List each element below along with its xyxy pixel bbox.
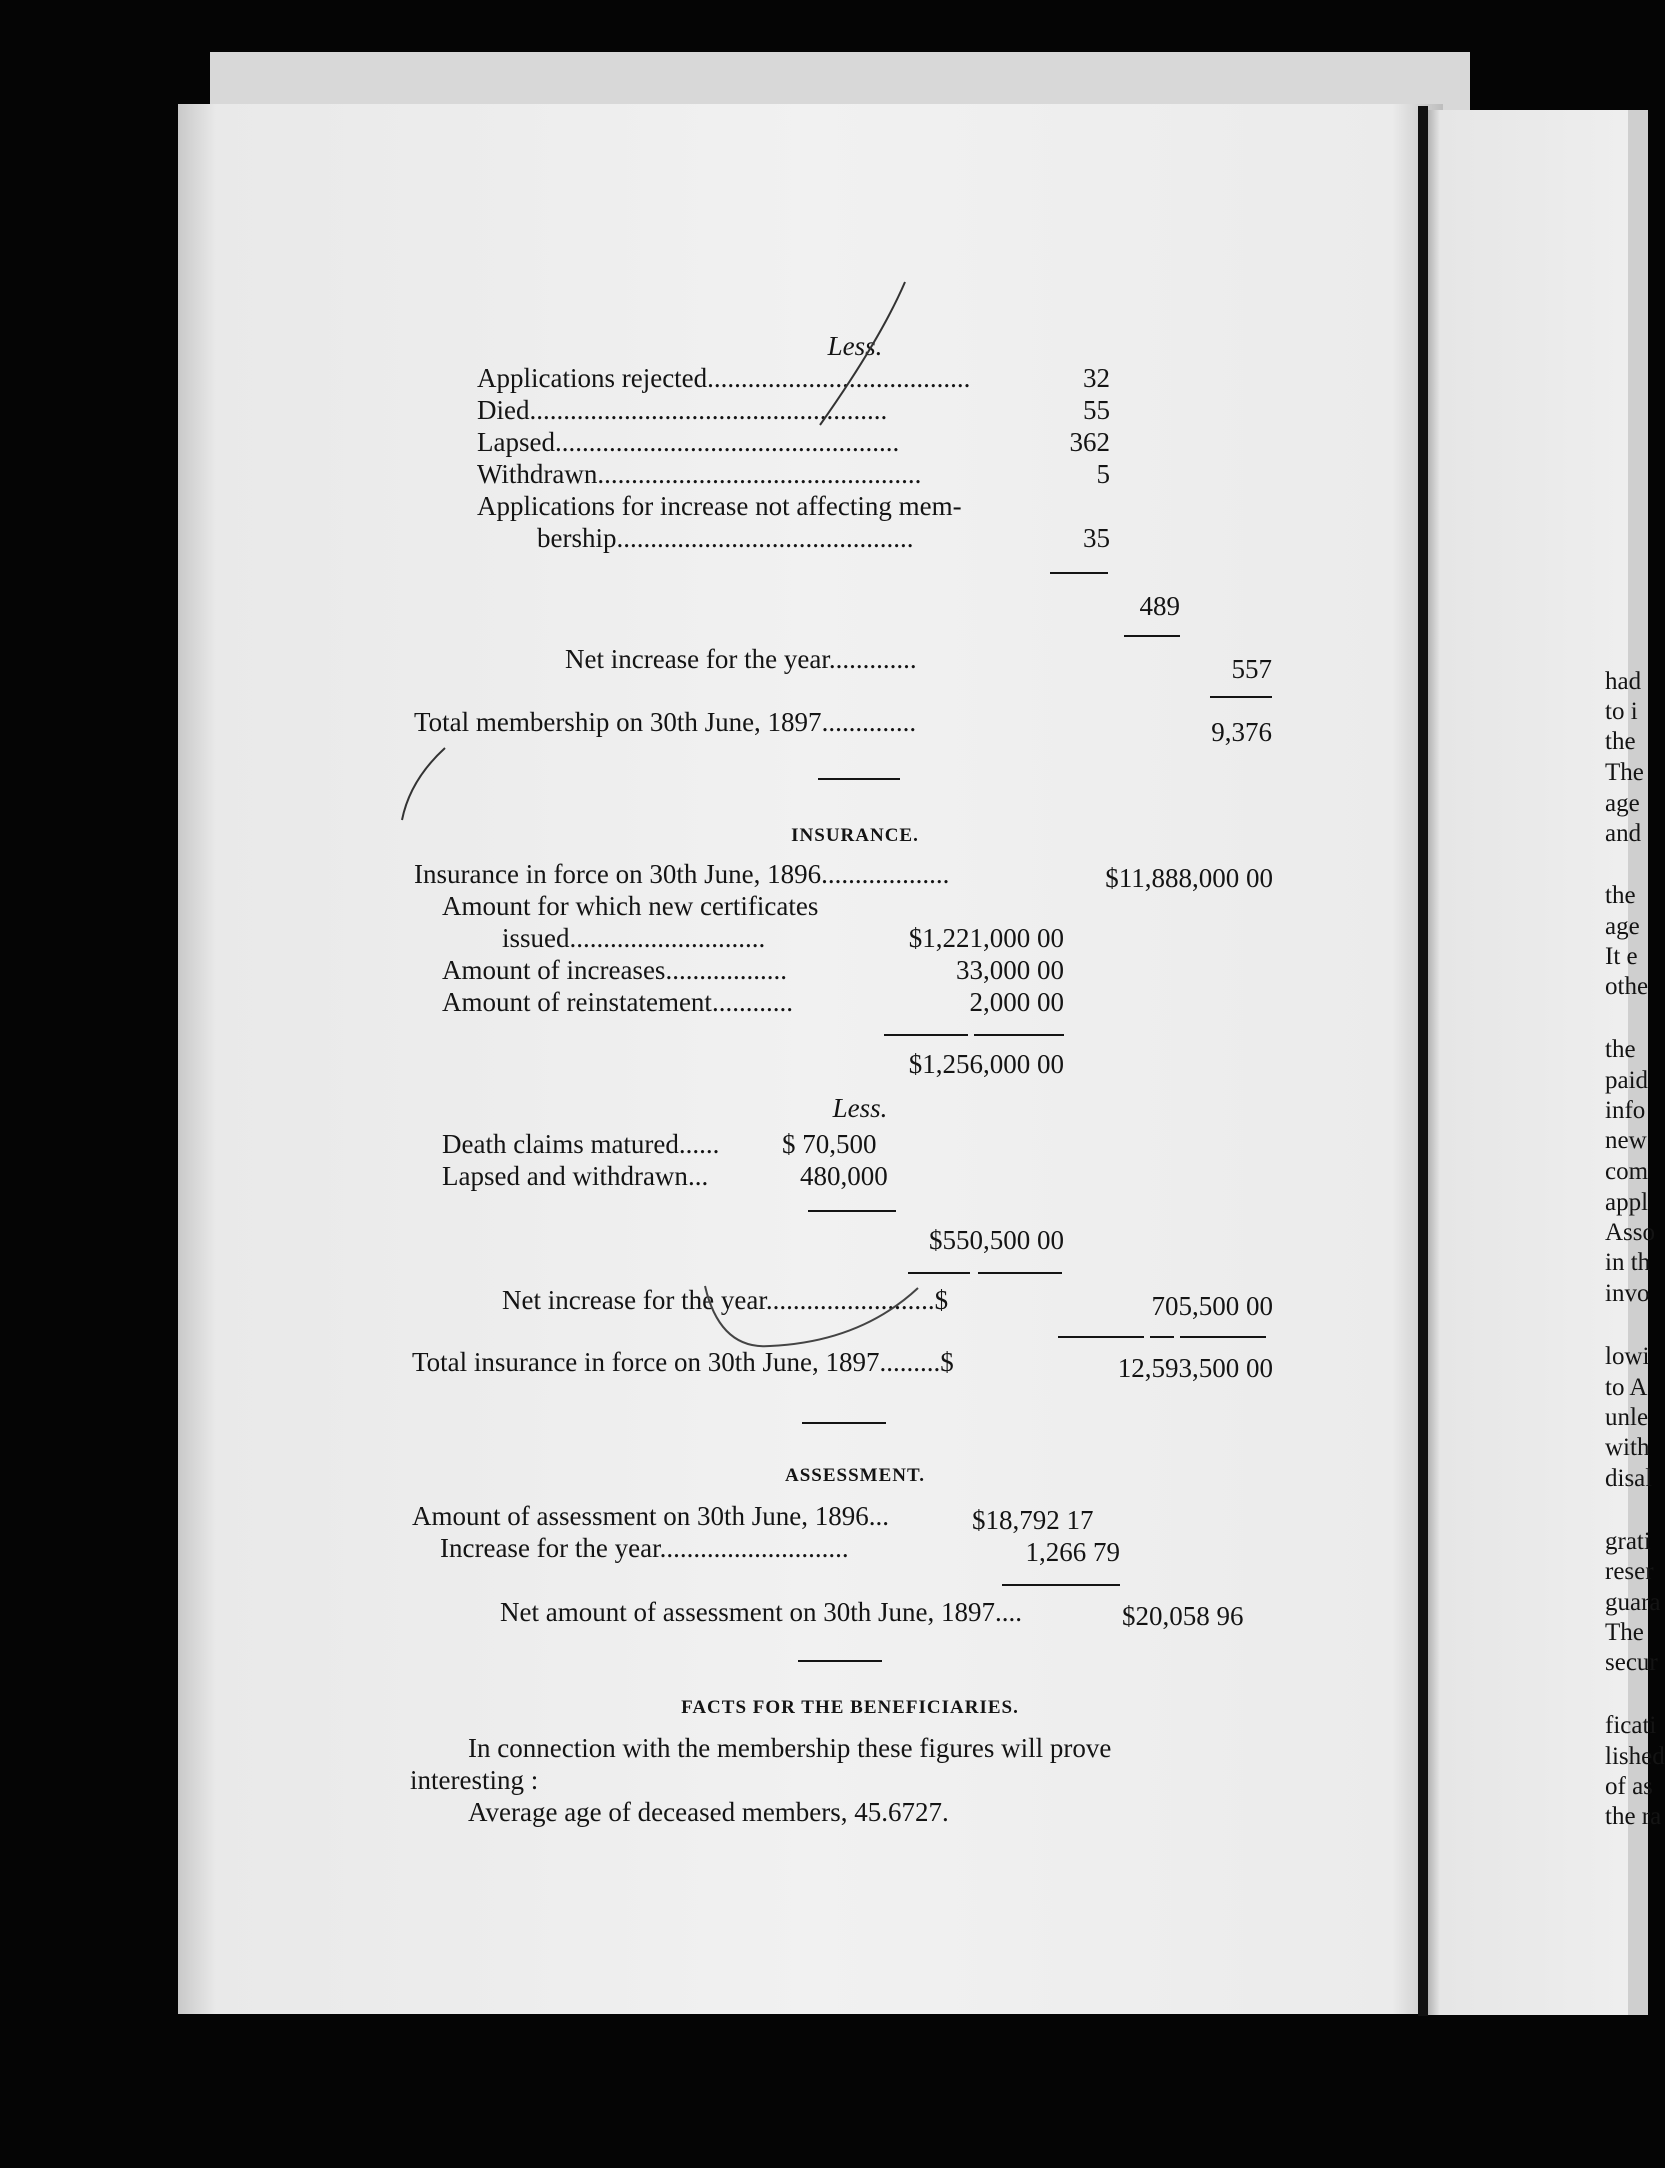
new-certificates-label-cont: issued.............................: [502, 923, 766, 953]
fragment: ficati: [1605, 1712, 1657, 1739]
fragment: appl: [1605, 1189, 1649, 1216]
new-certificates-label: Amount for which new certificates: [442, 891, 819, 921]
less-heading: Less.: [827, 331, 883, 361]
lapsed-withdrawn-value: 480,000: [800, 1161, 888, 1191]
assessment-1896-value: $18,792 17: [972, 1505, 1094, 1535]
facts-paragraph-line2: interesting :: [410, 1765, 539, 1795]
rejected-label: Applications rejected.......................................: [477, 363, 971, 393]
lapsed-withdrawn-label: Lapsed and withdrawn...: [442, 1161, 709, 1191]
fragment: the: [1605, 728, 1636, 755]
assessment-increase-value: 1,266 79: [1025, 1537, 1120, 1567]
fragment: Asso: [1605, 1219, 1656, 1246]
fragment: lished: [1605, 1743, 1665, 1770]
net-assessment-value: $20,058 96: [1122, 1601, 1244, 1631]
assessment-1896-label: Amount of assessment on 30th June, 1896...: [412, 1501, 889, 1531]
fragment: info: [1605, 1097, 1646, 1124]
net-increase-insurance-label: Net increase for the year.........................$: [502, 1285, 949, 1315]
fragment: to A: [1605, 1374, 1648, 1401]
fragment: age: [1605, 790, 1640, 817]
net-increase-membership-label: Net increase for the year.............: [565, 644, 917, 674]
total-membership-value: 9,376: [1211, 717, 1272, 747]
death-claims-value: $ 70,500: [782, 1129, 877, 1159]
average-age: Average age of deceased members, 45.6727.: [468, 1797, 949, 1827]
fragment: the ra: [1605, 1803, 1662, 1830]
lapsed-value: 362: [1069, 427, 1110, 457]
assessment-heading: ASSESSMENT.: [784, 1465, 925, 1486]
fragment: grati: [1605, 1528, 1651, 1555]
increases-label: Amount of increases..................: [442, 955, 787, 985]
fragment: paid: [1605, 1067, 1649, 1094]
increase-applications-label: Applications for increase not affecting mem-: [477, 491, 962, 521]
in-force-1896-value: $11,888,000 00: [1105, 863, 1273, 893]
reinstatement-value: 2,000 00: [969, 987, 1064, 1017]
lapsed-label: Lapsed...................................................: [477, 427, 900, 457]
fragment: com: [1605, 1158, 1649, 1185]
withdrawn-label: Withdrawn................................................: [477, 459, 922, 489]
fragment: reser: [1605, 1558, 1654, 1585]
facts-heading: FACTS FOR THE BENEFICIARIES.: [681, 1697, 1019, 1718]
total-insurance-label: Total insurance in force on 30th June, 1897.........$: [412, 1347, 954, 1377]
increase-applications-label-cont: bership............................................: [537, 523, 914, 553]
fragment: othe: [1605, 973, 1649, 1000]
fragment: the: [1605, 1036, 1636, 1063]
death-claims-label: Death claims matured......: [442, 1129, 720, 1159]
fragment: The: [1605, 1619, 1644, 1646]
deductions-total: $550,500 00: [929, 1225, 1064, 1255]
insurance-less-heading: Less.: [832, 1093, 888, 1123]
fragment: The: [1605, 759, 1644, 786]
fragment: age: [1605, 913, 1640, 940]
fragment: guara: [1605, 1589, 1661, 1616]
withdrawn-value: 5: [1096, 459, 1110, 489]
fragment: disal: [1605, 1465, 1653, 1492]
new-certificates-value: $1,221,000 00: [908, 923, 1064, 953]
fragment: invo: [1605, 1280, 1650, 1307]
additions-total: $1,256,000 00: [908, 1049, 1064, 1079]
less-subtotal: 489: [1139, 591, 1180, 621]
net-assessment-label: Net amount of assessment on 30th June, 1897....: [500, 1597, 1022, 1627]
facts-paragraph-line1: In connection with the membership these figures will prove: [468, 1733, 1112, 1763]
fragment: of as: [1605, 1773, 1653, 1800]
fragment: and: [1605, 820, 1642, 847]
total-membership-label: Total membership on 30th June, 1897..............: [414, 707, 917, 737]
total-insurance-value: 12,593,500 00: [1117, 1353, 1273, 1383]
increase-applications-value: 35: [1083, 523, 1110, 553]
net-increase-membership-value: 557: [1231, 654, 1272, 684]
in-force-1896-label: Insurance in force on 30th June, 1896...................: [414, 859, 950, 889]
increases-value: 33,000 00: [956, 955, 1064, 985]
fragment: in th: [1605, 1249, 1651, 1276]
fragment: unle: [1605, 1404, 1649, 1431]
died-value: 55: [1083, 395, 1110, 425]
net-increase-insurance-value: 705,500 00: [1151, 1291, 1273, 1321]
fragment: secur: [1605, 1649, 1658, 1676]
fragment: had: [1605, 668, 1642, 695]
fragment: lowi: [1605, 1343, 1650, 1370]
fragment: to i: [1605, 698, 1638, 725]
fragment: new: [1605, 1127, 1647, 1154]
died-label: Died.....................................................: [477, 395, 888, 425]
fragment: with: [1605, 1434, 1650, 1461]
rejected-value: 32: [1083, 363, 1110, 393]
insurance-heading: INSURANCE.: [791, 825, 919, 846]
fragment: the: [1605, 882, 1636, 909]
fragment: It e: [1605, 943, 1638, 970]
assessment-increase-label: Increase for the year............................: [440, 1533, 849, 1563]
reinstatement-label: Amount of reinstatement............: [442, 987, 793, 1017]
